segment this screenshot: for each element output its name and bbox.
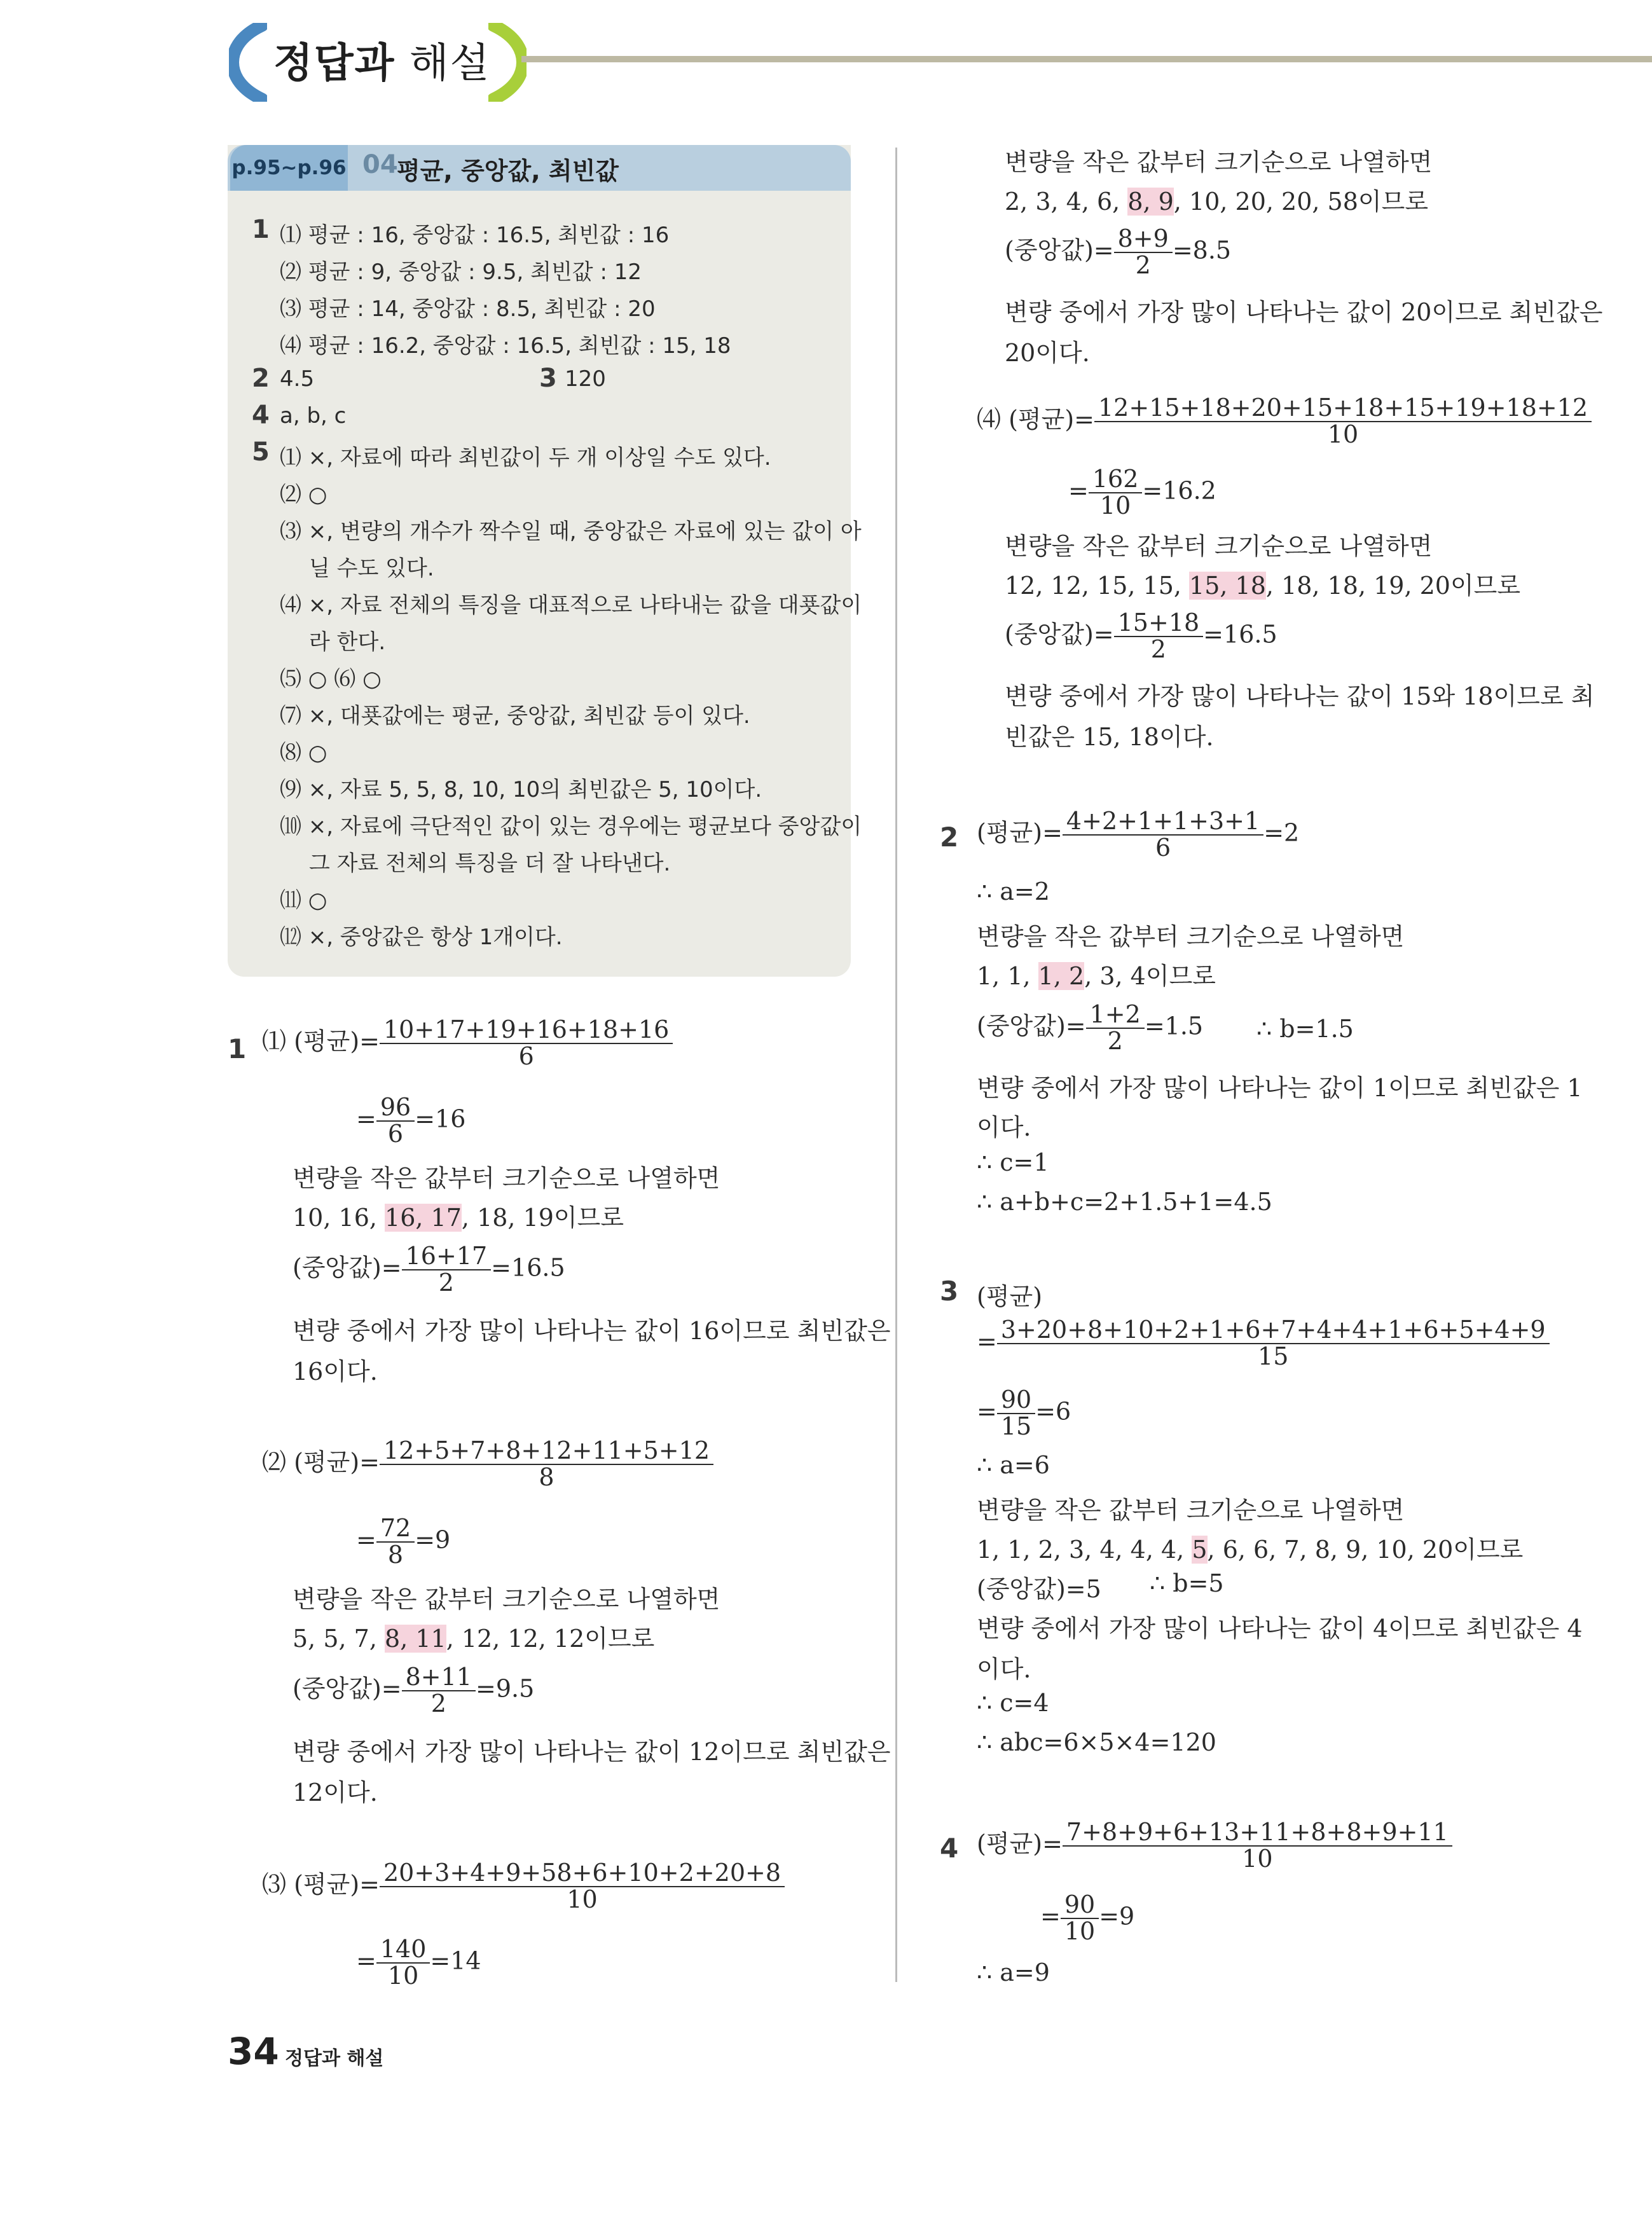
text-line: 빈값은 15, 18이다. xyxy=(1005,723,1214,751)
footer-label: 정답과 해설 xyxy=(285,2048,384,2070)
summary-line: a, b, c xyxy=(280,403,347,429)
text-line: ∴ abc=6×5×4=120 xyxy=(977,1728,1216,1756)
header-rule xyxy=(521,56,1652,62)
equation-line: ⑴ (평균)= $\frac{10+17+19+16+18+16}{6}$ xyxy=(262,1017,673,1070)
equation-line: (중앙값)= $\frac{8+9}{2}$ =8.5 xyxy=(1005,224,1232,279)
text-line: ∴ b=5 xyxy=(1150,1569,1224,1597)
highlight: 16, 17 xyxy=(385,1204,462,1232)
summary-number: 3 xyxy=(539,364,557,393)
text-line: 변량 중에서 가장 많이 나타나는 값이 16이므로 최빈값은 xyxy=(293,1317,891,1345)
text-line: 변량을 작은 값부터 크기순으로 나열하면 xyxy=(1005,148,1433,176)
equation-line: ⑵ (평균)= $\frac{12+5+7+8+12+11+5+12}{8}$ xyxy=(262,1438,713,1490)
summary-line: ⑵ ○ xyxy=(280,482,327,507)
text-line: 변량을 작은 값부터 크기순으로 나열하면 xyxy=(977,1496,1405,1524)
equation-line: = $\frac{72}{8}$ =9 xyxy=(356,1514,451,1569)
summary-number: 1 xyxy=(252,215,270,244)
summary-number: 5 xyxy=(252,437,270,467)
text-line: 12이다. xyxy=(293,1779,378,1807)
summary-number: 4 xyxy=(252,401,270,430)
text-line: ∴ b=1.5 xyxy=(1256,1015,1354,1043)
equation-line: (중앙값)= $\frac{16+17}{2}$ =16.5 xyxy=(293,1242,565,1297)
text-line: 변량을 작은 값부터 크기순으로 나열하면 xyxy=(293,1164,720,1192)
equation-line: = $\frac{90}{15}$ =6 xyxy=(977,1386,1071,1440)
equation-line: ⑷ (평균)= $\frac{12+15+18+20+15+18+15+19+18+12}{10}$ xyxy=(977,396,1592,448)
text-line: (중앙값)=5 xyxy=(977,1575,1101,1603)
page-number: 34 xyxy=(228,2030,279,2073)
column-divider xyxy=(895,148,897,1982)
text-line: 변량을 작은 값부터 크기순으로 나열하면 xyxy=(977,923,1405,951)
text-line: ∴ a=9 xyxy=(977,1958,1050,1986)
header-bracket-right-icon xyxy=(488,23,527,102)
text-line: (평균) xyxy=(977,1283,1043,1311)
header-title: 정답과 해설 xyxy=(273,40,491,87)
summary-line: 120 xyxy=(565,366,606,392)
summary-line: ⑷ ×, 자료 전체의 특징을 대표적으로 나타내는 값을 대푯값이 xyxy=(280,593,862,618)
text-line: ∴ a+b+c=2+1.5+1=4.5 xyxy=(977,1188,1272,1216)
text-line: ∴ c=4 xyxy=(977,1689,1049,1717)
section-title: 평균, 중앙값, 최빈값 xyxy=(397,157,619,185)
highlight: 15, 18 xyxy=(1189,572,1266,600)
summary-line: ⑷ 평균 : 16.2, 중앙값 : 16.5, 최빈값 : 15, 18 xyxy=(280,333,731,359)
question-number: 3 xyxy=(940,1276,959,1307)
text-line: 이다. xyxy=(977,1655,1031,1683)
section-number: 04 xyxy=(362,150,398,179)
header-bracket-left-icon xyxy=(229,23,267,102)
summary-line: ⑴ ×, 자료에 따라 최빈값이 두 개 이상일 수도 있다. xyxy=(280,445,771,471)
equation-line: (중앙값)= $\frac{8+11}{2}$ =9.5 xyxy=(293,1663,535,1717)
summary-number: 2 xyxy=(252,364,270,393)
equation-line: = $\frac{140}{10}$ =14 xyxy=(356,1935,481,1990)
summary-line: ⑴ 평균 : 16, 중앙값 : 16.5, 최빈값 : 16 xyxy=(280,223,670,248)
summary-line: ⑿ ×, 중앙값은 항상 1개이다. xyxy=(280,925,563,950)
equation-line: = $\frac{162}{10}$ =16.2 xyxy=(1068,465,1216,520)
equation-line: = $\frac{3+20+8+10+2+1+6+7+4+4+1+6+5+4+9}{15}$ xyxy=(977,1318,1550,1370)
highlight: 1, 2 xyxy=(1038,962,1085,990)
text-line: 20이다. xyxy=(1005,339,1090,367)
summary-line: ⑸ ○ ⑹ ○ xyxy=(280,666,382,692)
summary-line: 라 한다. xyxy=(309,630,386,655)
page-range-badge: p.95~p.96 xyxy=(230,145,348,191)
summary-line: ⑽ ×, 자료에 극단적인 값이 있는 경우에는 평균보다 중앙값이 xyxy=(280,814,862,839)
text-line: 변량을 작은 값부터 크기순으로 나열하면 xyxy=(1005,532,1433,560)
summary-line: 그 자료 전체의 특징을 더 잘 나타낸다. xyxy=(309,851,671,876)
equation-line: ⑶ (평균)= $\frac{20+3+4+9+58+6+10+2+20+8}{10}$ xyxy=(262,1861,785,1913)
text-line: 1, 1, 2, 3, 4, 4, 4, 5, 6, 6, 7, 8, 9, 10, 20이므로 xyxy=(977,1536,1524,1564)
highlight: 8, 11 xyxy=(385,1625,446,1653)
equation-line: = $\frac{90}{10}$ =9 xyxy=(1040,1890,1135,1945)
summary-line: 닐 수도 있다. xyxy=(309,556,434,581)
text-line: 변량 중에서 가장 많이 나타나는 값이 4이므로 최빈값은 4 xyxy=(977,1614,1583,1642)
text-line: 변량을 작은 값부터 크기순으로 나열하면 xyxy=(293,1585,720,1613)
summary-line: 4.5 xyxy=(280,366,315,392)
equation-line: (중앙값)= $\frac{15+18}{2}$ =16.5 xyxy=(1005,609,1277,663)
text-line: 변량 중에서 가장 많이 나타나는 값이 20이므로 최빈값은 xyxy=(1005,298,1603,326)
summary-line: ⑻ ○ xyxy=(280,740,327,766)
text-line: 변량 중에서 가장 많이 나타나는 값이 12이므로 최빈값은 xyxy=(293,1738,891,1766)
text-line: ∴ a=6 xyxy=(977,1451,1050,1479)
text-line: 5, 5, 7, 8, 11, 12, 12, 12이므로 xyxy=(293,1625,655,1653)
summary-line: ⑺ ×, 대푯값에는 평균, 중앙값, 최빈값 등이 있다. xyxy=(280,703,750,729)
summary-line: ⑶ 평균 : 14, 중앙값 : 8.5, 최빈값 : 20 xyxy=(280,296,656,322)
summary-line: ⑼ ×, 자료 5, 5, 8, 10, 10의 최빈값은 5, 10이다. xyxy=(280,777,762,802)
highlight: 8, 9 xyxy=(1127,188,1174,216)
text-line: 이다. xyxy=(977,1113,1031,1141)
text-line: ∴ a=2 xyxy=(977,878,1050,905)
text-line: 12, 12, 15, 15, 15, 18, 18, 18, 19, 20이므로 xyxy=(1005,572,1521,600)
text-line: 10, 16, 16, 17, 18, 19이므로 xyxy=(293,1204,624,1232)
text-line: 16이다. xyxy=(293,1358,378,1386)
question-number: 4 xyxy=(940,1833,959,1864)
equation-line: (평균)= $\frac{7+8+9+6+13+11+8+8+9+11}{10}$ xyxy=(977,1820,1452,1872)
summary-line: ⑵ 평균 : 9, 중앙값 : 9.5, 최빈값 : 12 xyxy=(280,259,642,285)
equation-line: (평균)= $\frac{4+2+1+1+3+1}{6}$ =2 xyxy=(977,807,1300,862)
text-line: 변량 중에서 가장 많이 나타나는 값이 1이므로 최빈값은 1 xyxy=(977,1074,1583,1102)
highlight: 5 xyxy=(1192,1536,1208,1564)
summary-line: ⑾ ○ xyxy=(280,888,327,913)
summary-line: ⑶ ×, 변량의 개수가 짝수일 때, 중앙값은 자료에 있는 값이 아 xyxy=(280,519,862,544)
text-line: ∴ c=1 xyxy=(977,1148,1049,1176)
equation-line: (중앙값)= $\frac{1+2}{2}$ =1.5 xyxy=(977,1000,1204,1055)
text-line: 변량 중에서 가장 많이 나타나는 값이 15와 18이므로 최 xyxy=(1005,682,1595,710)
text-line: 2, 3, 4, 6, 8, 9, 10, 20, 20, 58이므로 xyxy=(1005,188,1429,216)
question-number: 1 xyxy=(228,1033,247,1064)
equation-line: = $\frac{96}{6}$ =16 xyxy=(356,1093,466,1148)
text-line: 1, 1, 1, 2, 3, 4이므로 xyxy=(977,962,1216,990)
question-number: 2 xyxy=(940,822,959,853)
